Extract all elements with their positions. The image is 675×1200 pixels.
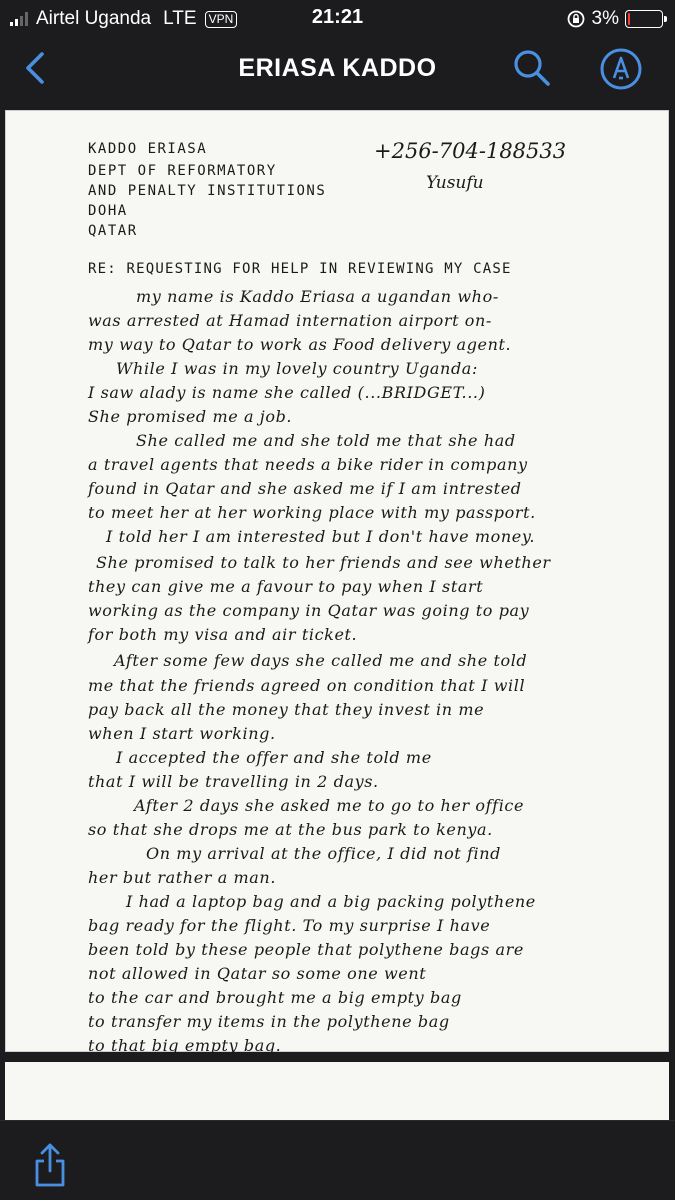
- status-left: [10, 8, 237, 30]
- letter-line: a travel agents that needs a bike rider in company: [88, 455, 528, 474]
- status-right: [566, 8, 663, 30]
- letter-line: I accepted the offer and she told me: [116, 748, 432, 767]
- phone-number: +256-704-188533: [374, 139, 567, 163]
- letter-line: to that big empty bag.: [88, 1036, 282, 1055]
- letter-line: to transfer my items in the polythene bag: [88, 1012, 450, 1031]
- document-title: ERIASA KADDO: [238, 54, 437, 82]
- markup-pen-icon: [598, 46, 644, 92]
- letter-line: my way to Qatar to work as Food delivery agent.: [88, 335, 512, 354]
- battery-percent: 3%: [591, 8, 619, 29]
- letter-line: my name is Kaddo Eriasa a ugandan who-: [136, 287, 499, 306]
- search-icon: [510, 46, 554, 90]
- letter-line: not allowed in Qatar so some one went: [88, 964, 427, 983]
- letter-line: She called me and she told me that she had: [136, 431, 516, 450]
- letter-line: After some few days she called me and she told: [114, 651, 528, 670]
- subject-line: RE: REQUESTING FOR HELP IN REVIEWING MY CASE: [88, 261, 512, 277]
- navigation-bar: [0, 36, 675, 102]
- letter-line: her but rather a man.: [88, 868, 277, 887]
- orientation-lock-icon: [566, 9, 586, 29]
- letter-line: After 2 days she asked me to go to her office: [134, 796, 525, 815]
- signature-note: Yusufu: [426, 173, 484, 193]
- bottom-toolbar: [0, 1120, 675, 1200]
- carrier-name: Airtel Uganda: [36, 8, 152, 29]
- letter-line: when I start working.: [88, 724, 276, 743]
- letter-line: While I was in my lovely country Uganda:: [116, 359, 478, 378]
- letter-line: they can give me a favour to pay when I start: [88, 577, 484, 596]
- letter-line: She promised to talk to her friends and see whether: [96, 553, 551, 572]
- share-icon: [30, 1141, 70, 1189]
- letter-line: that I will be travelling in 2 days.: [88, 772, 379, 791]
- status-bar: [0, 0, 675, 36]
- header-line: DOHA: [88, 203, 128, 219]
- letter-line: working as the company in Qatar was going to pay: [88, 601, 530, 620]
- letter-line: She promised me a job.: [88, 407, 293, 426]
- letter-line: I told her I am interested but I don't have money.: [106, 527, 536, 546]
- letter-line: was arrested at Hamad internation airport on-: [88, 311, 492, 330]
- header-line: AND PENALTY INSTITUTIONS: [88, 183, 327, 199]
- letter-line: pay back all the money that they invest in me: [88, 700, 485, 719]
- status-time: 21:21: [311, 6, 364, 28]
- letter-line: been told by these people that polythene bags are: [88, 940, 524, 959]
- markup-button[interactable]: [598, 46, 644, 92]
- letter-line: me that the friends agreed on condition that I will: [88, 676, 526, 695]
- header-line: KADDO ERIASA: [88, 141, 208, 157]
- document-page-1: [5, 110, 669, 1055]
- letter-line: I had a laptop bag and a big packing polythene: [126, 892, 536, 911]
- letter-line: to the car and brought me a big empty bag: [88, 988, 462, 1007]
- network-type: LTE: [163, 8, 197, 29]
- letter-line: to meet her at her working place with my passport.: [88, 503, 536, 522]
- letter-line: I saw alady is name she called (...BRIDGET...): [88, 383, 486, 402]
- letter-line: so that she drops me at the bus park to kenya.: [88, 820, 493, 839]
- search-button[interactable]: [510, 46, 554, 90]
- document-viewer[interactable]: [0, 102, 675, 1120]
- battery-level: [628, 13, 630, 25]
- header-line: QATAR: [88, 223, 138, 239]
- chevron-left-icon: [18, 48, 58, 88]
- letter-line: bag ready for the flight. To my surprise I have: [88, 916, 491, 935]
- signal-strength-icon: [10, 12, 28, 26]
- letter-line: found in Qatar and she asked me if I am intrested: [88, 479, 522, 498]
- header-line: DEPT OF REFORMATORY: [88, 163, 277, 179]
- document-page-2: [5, 1062, 669, 1122]
- vpn-badge: VPN: [205, 11, 238, 28]
- letter-line: for both my visa and air ticket.: [88, 625, 358, 644]
- battery-icon: [625, 10, 663, 28]
- back-button[interactable]: [18, 48, 58, 88]
- share-button[interactable]: [30, 1141, 70, 1189]
- letter-line: On my arrival at the office, I did not find: [146, 844, 502, 863]
